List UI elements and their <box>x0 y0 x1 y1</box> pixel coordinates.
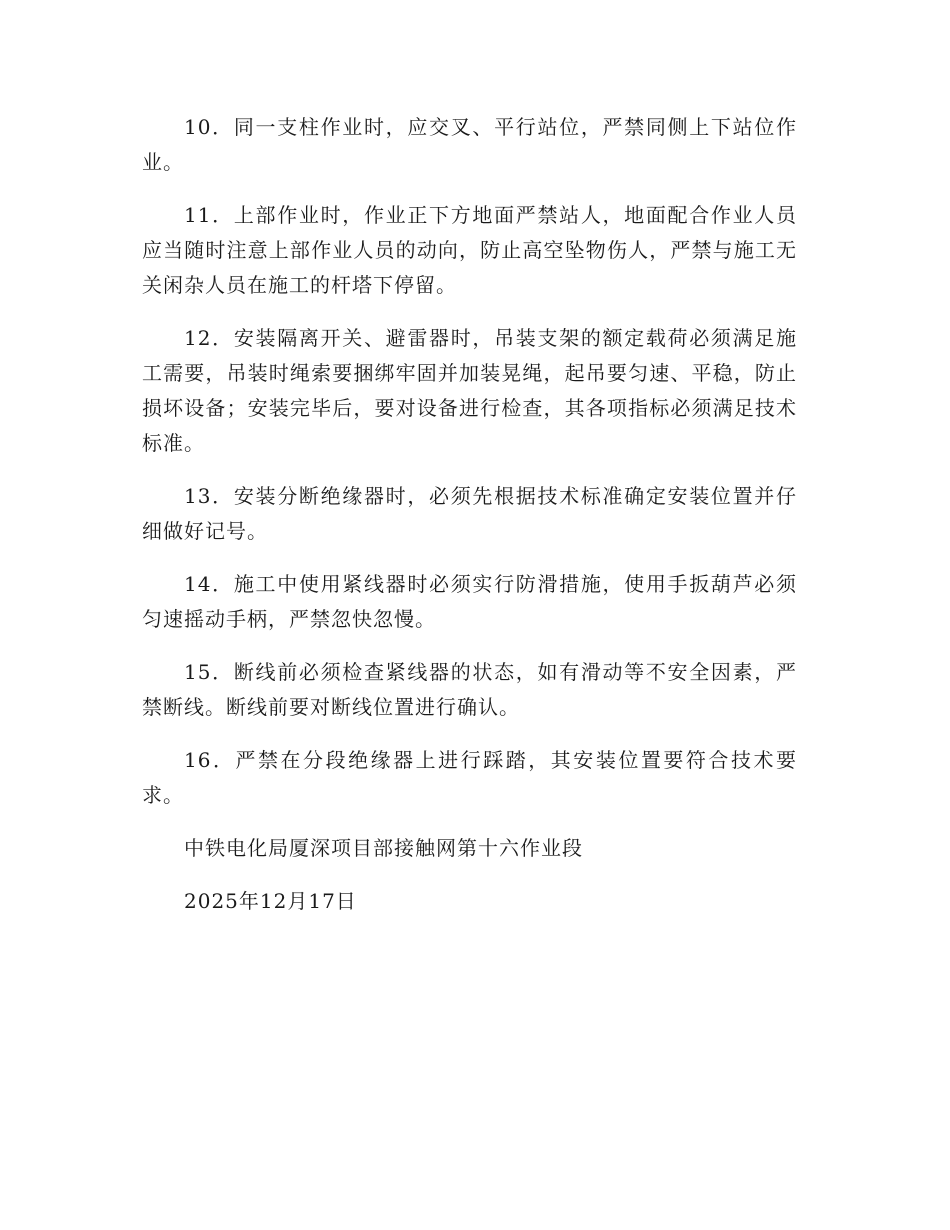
paragraph-item-13: 13．安装分断绝缘器时，必须先根据技术标准确定安装位置并仔细做好记号。 <box>142 484 797 543</box>
paragraph-item-16: 16．严禁在分段绝缘器上进行踩踏，其安装位置要符合技术要求。 <box>142 748 797 807</box>
paragraph-item-11: 11．上部作业时，作业正下方地面严禁站人，地面配合作业人员应当随时注意上部作业人员的动向，防止高空坠物伤人，严禁与施工无关闲杂人员在施工的杆塔下停留。 <box>142 203 797 297</box>
paragraph-item-10: 10．同一支柱作业时，应交叉、平行站位，严禁同侧上下站位作业。 <box>142 115 797 174</box>
paragraph-item-14: 14．施工中使用紧线器时必须实行防滑措施，使用手扳葫芦必须匀速摇动手柄，严禁忽快忽慢。 <box>142 572 797 631</box>
document-body <box>142 110 797 937</box>
paragraph-item-12: 12．安装隔离开关、避雷器时，吊装支架的额定载荷必须满足施工需要，吊装时绳索要捆绑牢固并加装晃绳，起吊要匀速、平稳，防止损坏设备；安装完毕后，要对设备进行检查，其各项指标必须满足技术标准。 <box>142 326 797 455</box>
signature-organization: 中铁电化局厦深项目部接触网第十六作业段 <box>184 836 583 860</box>
paragraph-item-15: 15．断线前必须检查紧线器的状态，如有滑动等不安全因素，严禁断线。断线前要对断线位置进行确认。 <box>142 660 797 719</box>
signature-date: 2025年12月17日 <box>184 889 357 913</box>
